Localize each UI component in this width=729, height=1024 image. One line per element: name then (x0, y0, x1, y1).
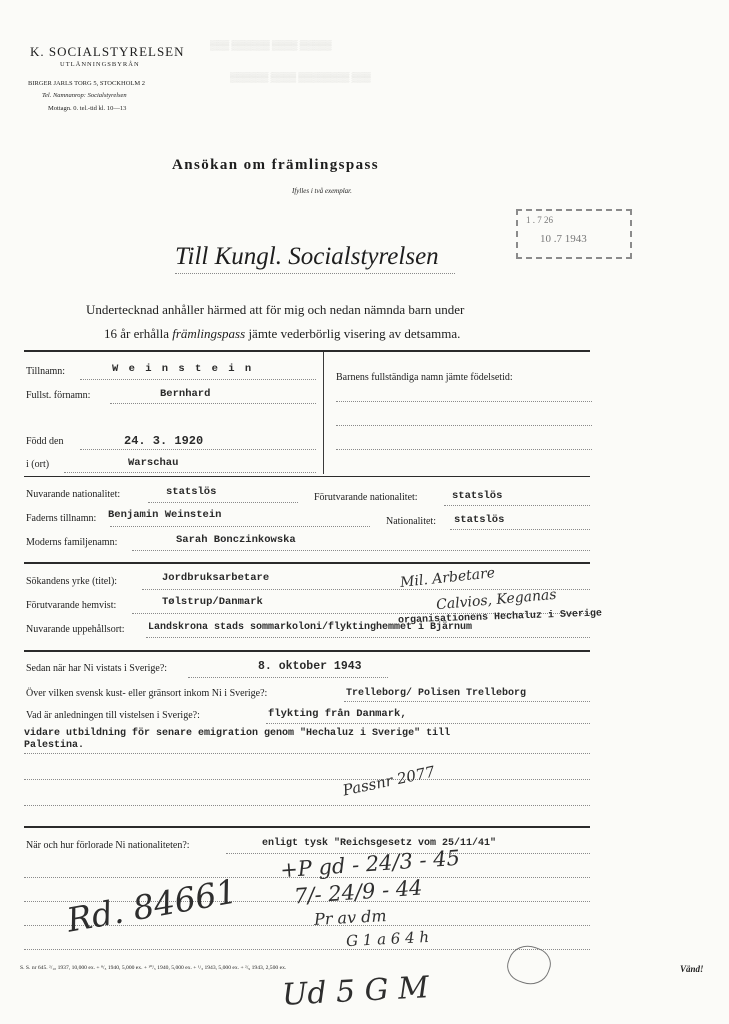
section-rule (24, 350, 590, 352)
former-residence-value: Tølstrup/Danmark (162, 596, 263, 608)
stamp-date: 10 .7 1943 (540, 233, 587, 245)
reason-value-3: Palestina. (24, 740, 85, 751)
field-line (336, 448, 592, 450)
org-hours: Mottagn. 0. tel.-tid kl. 10—13 (48, 105, 127, 112)
field-line (110, 402, 316, 404)
field-line (24, 778, 590, 780)
stamp-text: 1 . 7 26 (526, 215, 553, 225)
current-residence-value: Landskrona stads sommarkoloni/flyktinghemmet i Bjärnum (148, 622, 473, 633)
org-address: BIRGER JARLS TORG 5, STOCKHOLM 2 (28, 80, 146, 87)
intro-line-1: Undertecknad anhåller härmed att för mig och nedan nämnda barn under (86, 302, 465, 317)
handwritten-annotation: Pr av dm (313, 906, 388, 929)
father-label: Faderns tillnamn: (26, 513, 97, 524)
stay-since-value: 8. oktober 1943 (258, 660, 362, 673)
handwritten-passport-number: Passnr 2077 (341, 762, 437, 800)
occupation-label: Sökandens yrke (titel): (26, 576, 118, 587)
org-telegram: Tel. Namnanrop: Socialstyrelsen (42, 92, 127, 99)
field-line (336, 400, 592, 402)
form-subtitle: Ifylles i två exemplar. (292, 187, 352, 195)
print-info: S. S. nr 645. ²/₁₀ 1937, 10,000 ex. + ⁸/₃ 1940, 5,000 ex. + ¹⁰/₅ 1940, 5,000 ex. + ¹/₃ 1943, 5,000 ex. + ²/₉ 1943, 2,500 ex. (20, 965, 287, 971)
firstname-value: Bernhard (160, 388, 211, 400)
field-line (64, 471, 316, 473)
father-nationality-label: Nationalitet: (386, 516, 436, 527)
field-line (148, 501, 298, 503)
reason-value-1: flykting från Danmark, (268, 708, 407, 720)
field-line (80, 378, 316, 380)
received-stamp (516, 209, 632, 259)
bleed-through: ▒▒▒ ▒▒▒▒▒▒ ▒▒▒▒ ▒▒▒▒▒ (210, 40, 332, 50)
org-name: K. SOCIALSTYRELSEN (30, 44, 185, 59)
former-residence-label: Förutvarande hemvist: (26, 600, 117, 611)
field-line (188, 676, 388, 678)
place-label: i (ort) (26, 459, 50, 470)
handwritten-note: Mil. Arbetare (399, 565, 496, 591)
mother-label: Moderns familjenamn: (26, 537, 118, 548)
loss-label: När och hur förlorade Ni nationaliteten?: (26, 840, 190, 851)
reason-label: Vad är anledningen till vistelsen i Sverige?: (26, 710, 200, 721)
handwritten-annotation: +P gd - 24/3 - 45 (279, 845, 461, 883)
born-label: Född den (26, 436, 64, 447)
section-rule (24, 826, 590, 828)
children-label: Barnens fullständiga namn jämte födelsetid: (336, 372, 513, 383)
handwritten-annotation: G 1 a 6 4 h (345, 927, 430, 951)
born-value: 24. 3. 1920 (124, 434, 204, 448)
stay-since-label: Sedan när har Ni vistats i Sverige?: (26, 663, 168, 674)
field-line (110, 525, 370, 527)
firstname-label: Fullst. förnamn: (26, 390, 91, 401)
handwritten-annotation: 7/- 24/9 - 44 (293, 875, 424, 909)
intro-line-2b: jämte vederbörlig visering av detsamma. (245, 326, 461, 341)
field-line (344, 700, 590, 702)
dept-name: UTLÄNNINGSBYRÅN (60, 61, 140, 68)
place-value: Warschau (128, 457, 179, 469)
field-line (336, 424, 592, 426)
current-nationality-label: Nuvarande nationalitet: (26, 489, 121, 500)
form-title: Ansökan om främlingspass (172, 157, 379, 173)
field-line (146, 636, 590, 638)
field-line (24, 752, 590, 754)
field-line (450, 528, 590, 530)
mother-value: Sarah Bonczinkowska (176, 534, 296, 546)
former-nationality-value: statslös (452, 490, 503, 502)
surname-label: Tillnamn: (26, 366, 66, 377)
occupation-value: Jordbruksarbetare (162, 572, 270, 584)
section-rule (24, 650, 590, 652)
loss-value: enligt tysk "Reichsgesetz vom 25/11/41" (262, 838, 497, 849)
field-line (80, 448, 316, 450)
column-divider (323, 352, 324, 474)
handwritten-reference: Rd. 84661 (63, 871, 241, 940)
field-line (266, 722, 590, 724)
addressee: Till Kungl. Socialstyrelsen (175, 243, 439, 270)
organisation-value: organisationens Hechaluz i Sverige (397, 608, 603, 627)
field-line (444, 504, 590, 506)
handwritten-signature: Ud 5 G M (281, 970, 430, 1013)
surname-value: W e i n s t e i n (112, 363, 254, 375)
addressee-underline (175, 272, 455, 274)
entry-label: Över vilken svensk kust- eller gränsort inkom Ni i Sverige?: (26, 688, 268, 699)
section-rule (24, 476, 590, 477)
entry-value: Trelleborg/ Polisen Trelleborg (346, 688, 527, 699)
reason-value-2: vidare utbildning för senare emigration genom "Hechaluz i Sverige" till (24, 728, 451, 739)
intro-line-2a: 16 år erhålla (104, 326, 173, 341)
field-line (132, 549, 590, 551)
former-nationality-label: Förutvarande nationalitet: (314, 492, 418, 503)
father-value: Benjamin Weinstein (108, 509, 222, 521)
current-residence-label: Nuvarande uppehållsort: (26, 624, 125, 635)
turn-over-note: Vänd! (680, 964, 704, 974)
intro-emphasis: främlingspass (172, 326, 246, 341)
field-line (24, 948, 590, 950)
handwritten-note: Calvios, Keganas (435, 586, 558, 614)
current-nationality-value: statslös (166, 486, 217, 498)
field-line (24, 804, 590, 806)
father-nationality-value: statslös (454, 514, 505, 526)
intro-line-2 (104, 326, 460, 342)
bleed-through: ▒▒▒▒▒▒ ▒▒▒▒ ▒▒▒▒▒▒▒▒ ▒▒▒ (230, 72, 371, 82)
section-rule (24, 562, 590, 564)
